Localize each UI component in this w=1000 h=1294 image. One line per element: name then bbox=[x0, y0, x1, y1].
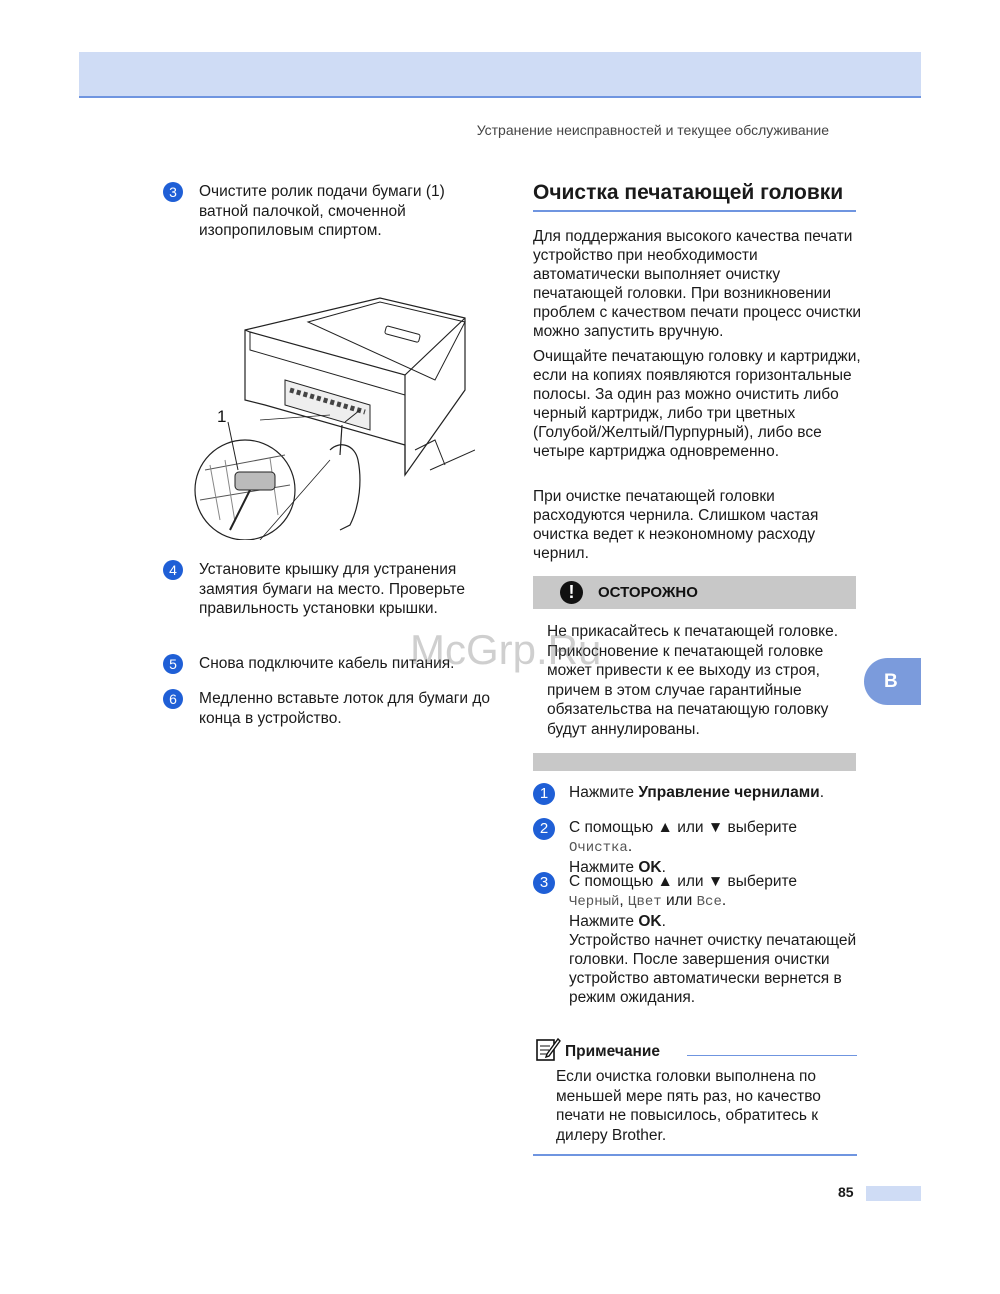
step-text-part: Нажмите bbox=[569, 859, 639, 876]
step-6-insert-tray bbox=[163, 689, 493, 728]
menu-name: Управление чернилами bbox=[638, 784, 820, 801]
key-name: OK bbox=[638, 859, 662, 876]
step-text-part: . bbox=[661, 913, 666, 930]
section-title: Очистка печатающей головки bbox=[533, 181, 844, 204]
section-title-underline bbox=[533, 210, 856, 212]
note-pencil-icon bbox=[535, 1036, 561, 1062]
step-number-badge: 2 bbox=[533, 818, 555, 840]
top-header-band bbox=[79, 52, 921, 98]
note-title: Примечание bbox=[565, 1043, 660, 1060]
callout-label: 1 bbox=[217, 407, 227, 426]
watermark: McGrp.Ru bbox=[410, 626, 602, 673]
step-number-badge: 6 bbox=[163, 689, 183, 709]
caution-header bbox=[533, 576, 856, 609]
step-text-part: . bbox=[661, 859, 666, 876]
key-name: OK bbox=[638, 913, 662, 930]
cleaning-step-1 bbox=[533, 783, 863, 802]
step-text bbox=[569, 872, 863, 1007]
step-number-badge: 3 bbox=[163, 182, 183, 202]
step-text: Установите крышку для устранения замятия бумаги на место. Проверьте правильность установки крышки. bbox=[199, 561, 466, 617]
lcd-option: Все bbox=[696, 894, 722, 910]
step-number-badge: 5 bbox=[163, 654, 183, 674]
caution-footer-bar bbox=[533, 753, 856, 771]
note-bottom-rule bbox=[533, 1154, 857, 1156]
step-number-badge: 3 bbox=[533, 872, 555, 894]
page-number: 85 bbox=[838, 1184, 854, 1200]
lcd-option: Цвет bbox=[628, 894, 662, 910]
step-text: Снова подключите кабель питания. bbox=[199, 655, 455, 672]
step-3-clean-roller bbox=[163, 182, 493, 241]
intro-paragraph: Для поддержания высокого качества печати устройство при необходимости автоматически выполняет очистку печатающей головки. При возникновении проблем с качеством печати процесс очистки можно запустить вручную. bbox=[533, 228, 862, 340]
step-text-part: . bbox=[721, 892, 727, 909]
lcd-option: Очистка bbox=[569, 840, 628, 856]
cartridge-paragraph: Очищайте печатающую головку и картриджи, если на копиях появляются горизонтальные полосы. За один раз можно очистить либо черный картридж, либо три цветных (Голубой/Желтый/Пурпурный), либо все четыре картриджа одновременно. bbox=[533, 348, 861, 460]
page-number-band bbox=[866, 1186, 921, 1201]
chapter-tab: B bbox=[864, 658, 921, 705]
step-text-part: . bbox=[819, 784, 825, 801]
step-text bbox=[569, 783, 863, 802]
cleaning-step-2 bbox=[533, 818, 863, 877]
step-text-part: Нажмите bbox=[569, 913, 639, 930]
note-title-rule bbox=[687, 1055, 857, 1056]
cleaning-step-3 bbox=[533, 872, 863, 1007]
ink-usage-paragraph: При очистке печатающей головки расходуются чернила. Слишком частая очистка ведет к неэкономному расходу чернил. bbox=[533, 488, 819, 562]
caution-text: Не прикасайтесь к печатающей головке. Прикосновение к печатающей головке может привести к ее выходу из строя, причем в этом случае гарантийные обязательства на печатающую головку будут аннулированы. bbox=[547, 623, 839, 738]
note-text: Если очистка головки выполнена по меньшей мере пять раз, но качество печати не повысилось, обратитесь к дилеру Brother. bbox=[556, 1068, 821, 1144]
step-4-close-cover bbox=[163, 560, 493, 619]
printer-roller-illustration bbox=[190, 290, 475, 540]
step-text: Медленно вставьте лоток для бумаги до конца в устройство. bbox=[199, 690, 491, 727]
step-text-part: . bbox=[627, 838, 633, 855]
step-text-part: Нажмите bbox=[569, 784, 639, 801]
step-text-part: С помощью ▲ или ▼ выберите bbox=[569, 819, 798, 836]
step-text: Очистите ролик подачи бумаги (1) ватной палочкой, смоченной изопропиловым спиртом. bbox=[199, 183, 445, 239]
step-text bbox=[569, 818, 863, 877]
warning-icon: ! bbox=[560, 581, 583, 604]
step-number-badge: 1 bbox=[533, 783, 555, 805]
running-header: Устранение неисправностей и текущее обслуживание bbox=[476, 122, 829, 138]
step-text-part: , bbox=[619, 892, 629, 909]
lcd-option: Черный bbox=[569, 894, 620, 910]
caution-title: ОСТОРОЖНО bbox=[598, 584, 698, 601]
step-text-part: С помощью ▲ или ▼ выберите bbox=[569, 873, 798, 890]
step-number-badge: 4 bbox=[163, 560, 183, 580]
step-result-text: Устройство начнет очистку печатающей головки. После завершения очистки устройство автоматически вернется в режим ожидания. bbox=[569, 932, 857, 1006]
step-text-part: или bbox=[661, 892, 697, 909]
